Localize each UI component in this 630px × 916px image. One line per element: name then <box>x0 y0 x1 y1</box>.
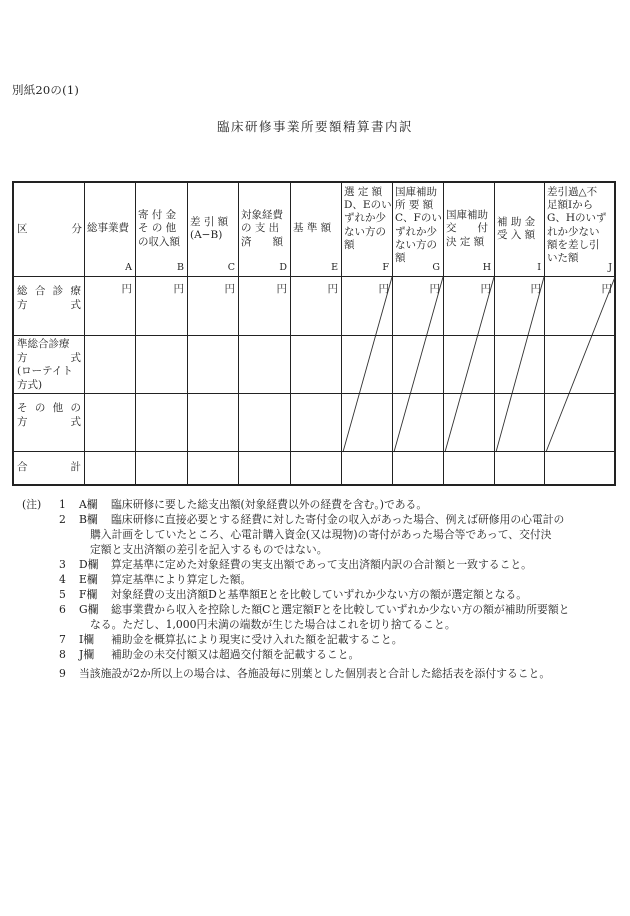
table-cell-j[interactable] <box>545 394 616 452</box>
column-header-line: 国庫補助 <box>395 186 437 198</box>
column-header-f <box>344 183 391 275</box>
column-header-j <box>547 183 614 275</box>
row-label-line: 方 式 <box>17 415 81 428</box>
table-cell-h[interactable] <box>444 336 495 394</box>
table-cell-b[interactable] <box>136 336 188 394</box>
column-header-c <box>190 183 237 275</box>
column-header-line: そ の 他 <box>138 222 177 235</box>
note-number: 9 <box>59 667 66 680</box>
row-label-line: 方 式 <box>17 298 81 311</box>
document-title: 臨床研修事業所要額精算書内訳 <box>216 119 413 134</box>
row-label <box>17 285 81 312</box>
column-header-a <box>87 183 134 275</box>
column-header-text <box>87 222 129 235</box>
row-label-line: 準総合診療 <box>17 338 70 350</box>
column-header-line: の収入額 <box>138 235 180 248</box>
table-cell-e[interactable] <box>291 452 342 486</box>
note-text: 臨床研修に要した総支出額(対象経費以外の経費を含む。)である。 <box>111 498 428 511</box>
table-cell-c[interactable] <box>188 394 239 452</box>
note-text-continued: 購入計画をしていたところ、心電計購入資金(又は現物)の寄付があった場合等であって、交付決 <box>90 528 552 541</box>
notes-section <box>22 497 622 681</box>
table-cell-c[interactable] <box>188 452 239 486</box>
column-header-text <box>344 186 392 252</box>
table-cell-d[interactable] <box>239 452 291 486</box>
table-cell-j[interactable] <box>545 336 616 394</box>
column-header-b <box>138 183 186 275</box>
column-header-line: 基 準 額 <box>293 222 332 235</box>
note-line <box>22 557 622 572</box>
row-label-line: 方 式 <box>17 351 81 364</box>
note-text: 補助金の未交付額又は超過交付額を記載すること。 <box>111 648 360 661</box>
column-letter-b: B <box>177 261 184 273</box>
column-header-line: ない方の <box>344 225 386 238</box>
table-cell-f[interactable] <box>342 277 393 336</box>
column-letter-f: F <box>382 261 389 273</box>
corner-header-text <box>17 223 82 236</box>
column-header-line: いた額 <box>547 252 579 265</box>
yen-unit: 円 <box>327 283 338 295</box>
note-column-ref: D欄 <box>79 558 99 571</box>
note-line <box>22 587 622 602</box>
table-cell-j[interactable] <box>545 277 616 336</box>
row-label <box>17 338 81 392</box>
table-cell-f[interactable] <box>342 394 393 452</box>
column-letter-e: E <box>331 261 338 273</box>
column-header-line: D、Eのい <box>344 199 392 212</box>
column-header-line: (A−B) <box>190 229 223 241</box>
column-header-line: C、Fのい <box>395 212 442 225</box>
table-cell-j[interactable] <box>545 452 616 486</box>
column-header-line: の 支 出 <box>241 222 280 235</box>
column-header-line: れか少ない <box>547 225 600 238</box>
yen-unit: 円 <box>601 283 612 295</box>
column-header-text <box>547 186 607 265</box>
yen-unit: 円 <box>429 283 440 295</box>
row-label-line: 方式) <box>17 378 43 391</box>
column-header-line: 所 要 額 <box>395 199 434 212</box>
yen-unit: 円 <box>378 283 389 295</box>
corner-header <box>17 183 82 277</box>
yen-unit: 円 <box>530 283 541 295</box>
note-number: 6 <box>59 603 66 616</box>
table-cell-a[interactable] <box>85 336 136 394</box>
table-cell-d[interactable] <box>239 336 291 394</box>
column-header-text <box>293 222 331 235</box>
note-column-ref: B欄 <box>79 513 98 526</box>
column-header-line: 差引過△不 <box>547 186 598 198</box>
column-header-line: 対象経費 <box>241 209 283 222</box>
column-letter-h: H <box>482 261 491 273</box>
note-column-ref: E欄 <box>79 573 98 586</box>
column-header-line: G、Hのいず <box>547 212 607 225</box>
yen-unit: 円 <box>173 283 184 295</box>
column-header-line: 選 定 額 <box>344 186 383 198</box>
column-header-text <box>138 209 180 249</box>
note-line <box>22 527 622 542</box>
column-header-g <box>395 183 442 275</box>
table-cell-h[interactable] <box>444 277 495 336</box>
column-header-text <box>241 209 283 249</box>
note-text: 当該施設が2か所以上の場合は、各施設毎に別葉とした個別表と合計した総括表を添付すること。 <box>79 667 551 680</box>
table-cell-g[interactable] <box>393 394 444 452</box>
note-column-ref: G欄 <box>79 603 99 616</box>
table-cell-c[interactable] <box>188 336 239 394</box>
note-text: 対象経費の支出済額Dと基準額Eとを比較していずれか少ない方の額が選定額となる。 <box>111 588 528 601</box>
table-cell-g[interactable] <box>393 336 444 394</box>
column-header-i <box>497 183 543 275</box>
note-number: 4 <box>59 573 66 586</box>
note-line <box>22 647 622 662</box>
table-cell-b[interactable] <box>136 452 188 486</box>
table-cell-b[interactable] <box>136 394 188 452</box>
document-reference: 別紙20の(1) <box>12 83 80 97</box>
column-header-h <box>446 183 493 275</box>
note-line <box>22 666 622 681</box>
note-line <box>22 617 622 632</box>
note-text: 総事業費から収入を控除した額Cと選定額Fとを比較していずれか少ない方の額が補助所要額と <box>111 603 570 616</box>
settlement-table <box>12 181 616 486</box>
table-cell-c[interactable] <box>188 277 239 336</box>
column-header-line: 補 助 金 <box>497 215 536 228</box>
note-number: 2 <box>59 513 66 526</box>
column-header-line: 額 <box>395 252 406 265</box>
column-letter-d: D <box>279 261 287 273</box>
note-text-continued: 定額と支出済額の差引を記入するものではない。 <box>90 543 328 556</box>
table-cell-a[interactable] <box>85 394 136 452</box>
column-letter-j: J <box>608 261 612 273</box>
column-letter-g: G <box>432 261 440 273</box>
note-text-continued: なる。ただし、1,000円未満の端数が生じた場合はこれを切り捨てること。 <box>90 618 456 631</box>
table-cell-i[interactable] <box>495 277 545 336</box>
note-line <box>22 572 622 587</box>
note-line <box>22 542 622 557</box>
note-line <box>22 512 622 527</box>
note-line <box>22 497 622 512</box>
yen-unit: 円 <box>480 283 491 295</box>
table-cell-f[interactable] <box>342 336 393 394</box>
table-cell-i[interactable] <box>495 394 545 452</box>
column-header-e <box>293 183 340 275</box>
note-column-ref: J欄 <box>79 648 95 661</box>
note-number: 3 <box>59 558 66 571</box>
note-text: 補助金を概算払により現実に受け入れた額を記載すること。 <box>111 633 403 646</box>
column-header-line: 額 <box>344 238 355 251</box>
column-header-line: 済 額 <box>241 235 283 248</box>
column-header-line: 差 引 額 <box>190 215 229 228</box>
table-cell-g[interactable] <box>393 277 444 336</box>
note-number: 5 <box>59 588 66 601</box>
note-column-ref: I欄 <box>79 633 95 646</box>
row-label-line: (ローテイト <box>17 365 73 377</box>
column-header-line: 決 定 額 <box>446 235 485 248</box>
note-line <box>22 632 622 647</box>
column-header-line: 受 入 額 <box>497 229 536 241</box>
column-header-d <box>241 183 289 275</box>
column-header-line: ずれか少 <box>344 212 386 225</box>
note-number: 1 <box>59 498 66 511</box>
table-cell-i[interactable] <box>495 336 545 394</box>
table-cell-f[interactable] <box>342 452 393 486</box>
row-label <box>17 402 81 429</box>
column-header-line: ずれか少 <box>395 225 437 238</box>
row-label-line: そ の 他 の <box>17 402 81 414</box>
row-label-line: 総 合 診 療 <box>17 285 81 297</box>
column-header-line: 寄 付 金 <box>138 209 177 222</box>
table-cell-g[interactable] <box>393 452 444 486</box>
column-header-line: 交 付 <box>446 222 488 235</box>
note-text: 臨床研修に直接必要とする経費に対した寄付金の収入があった場合、例えば研修用の心電計の <box>111 513 565 526</box>
column-header-line: 足額Iから <box>547 199 594 212</box>
table-cell-i[interactable] <box>495 452 545 486</box>
table-cell-d[interactable] <box>239 394 291 452</box>
notes-prefix: (注) <box>22 498 42 511</box>
column-header-line: 額を差し引 <box>547 238 600 251</box>
table-cell-e[interactable] <box>291 394 342 452</box>
column-header-line: 総事業費 <box>87 222 129 235</box>
table-cell-h[interactable] <box>444 452 495 486</box>
yen-unit: 円 <box>224 283 235 295</box>
column-letter-a: A <box>125 261 132 273</box>
note-text: 算定基準に定めた対象経費の実支出額であって支出済額内訳の合計額と一致すること。 <box>111 558 532 571</box>
table-cell-e[interactable] <box>291 336 342 394</box>
note-text: 算定基準により算定した額。 <box>111 573 252 586</box>
note-column-ref: A欄 <box>79 498 98 511</box>
corner-header-left: 区 <box>17 223 28 236</box>
corner-header-right: 分 <box>71 223 82 236</box>
table-cell-a[interactable] <box>85 452 136 486</box>
note-column-ref: F欄 <box>79 588 98 601</box>
column-header-text <box>395 186 442 265</box>
note-number: 8 <box>59 648 66 661</box>
table-cell-b[interactable] <box>136 277 188 336</box>
column-header-text <box>190 216 228 242</box>
note-line <box>22 602 622 617</box>
yen-unit: 円 <box>276 283 287 295</box>
table-cell-d[interactable] <box>239 277 291 336</box>
column-letter-i: I <box>537 261 541 273</box>
row-label-line: 合 計 <box>17 461 81 473</box>
table-cell-a[interactable] <box>85 277 136 336</box>
note-number: 7 <box>59 633 66 646</box>
column-header-line: 国庫補助 <box>446 209 488 222</box>
column-header-text <box>497 216 535 242</box>
row-label <box>17 461 81 475</box>
column-header-text <box>446 209 488 249</box>
column-letter-c: C <box>227 261 235 273</box>
table-cell-e[interactable] <box>291 277 342 336</box>
table-cell-h[interactable] <box>444 394 495 452</box>
yen-unit: 円 <box>121 283 132 295</box>
column-header-line: ない方の <box>395 238 437 251</box>
